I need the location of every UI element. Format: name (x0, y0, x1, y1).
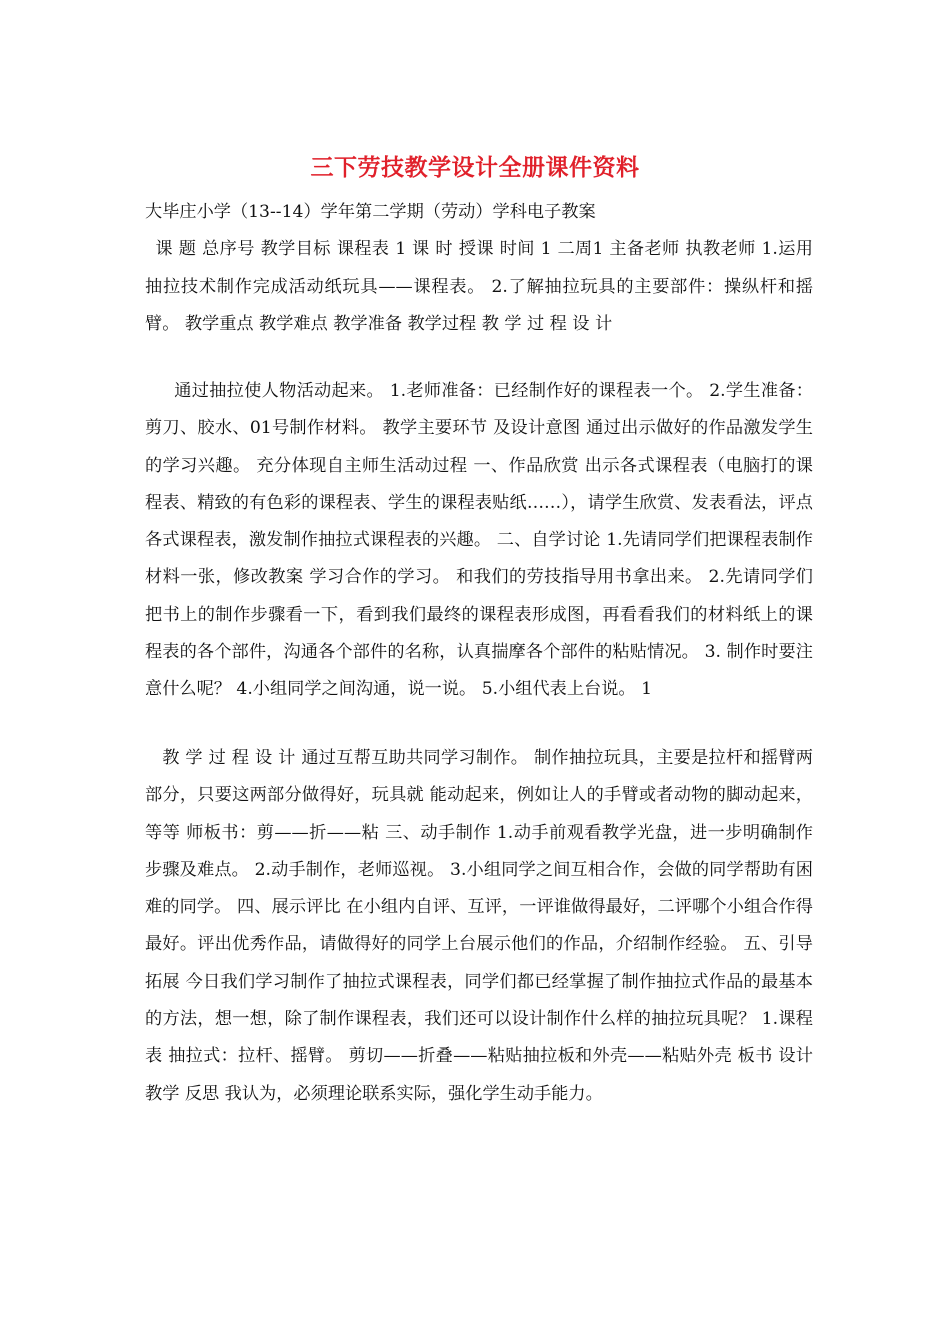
document-title: 三下劳技教学设计全册课件资料 (310, 154, 640, 181)
teaching-process-paragraph-2: 教 学 过 程 设 计 通过互帮互助共同学习制作。 制作抽拉玩具，主要是拉杆和摇臂两部分，只要这两部分做得好，玩具就 能动起来，例如让人的手臂或者动物的脚动起来，等等 师板书：剪——折——粘 三、动手制作 1.动手前观看教学光盘，进一步明确制作步骤及难点。 2.动手制作，老师巡视。 3.小组同学之间互相合作，会做的同学帮助有困难的同学。 四、展示评比 在小组内自评、互评，一评谁做得最好，二评哪个小组合作得最好。评出优秀作品，请做得好的同学上台展示他们的作品，介绍制作经验。 五、引导拓展 今日我们学习制作了抽拉式课程表，同学们都已经掌握了制作抽拉式作品的最基本的方法，想一想，除了制作课程表，我们还可以设计制作什么样的抽拉玩具呢？ 1.课程表 抽拉式：拉杆、摇臂。 剪切——折叠——粘贴抽拉板和外壳——粘贴外壳 板书 设计 教学 反思 我认为，必须理论联系实际，强化学生动手能力。 (145, 748, 813, 1104)
teaching-process-paragraph-1: 通过抽拉使人物活动起来。 1.老师准备：已经制作好的课程表一个。 2.学生准备：剪刀、胶水、01号制作材料。 教学主要环节 及设计意图 通过出示做好的作品激发学生的学习兴趣。 充分体现自主师生活动过程 一、作品欣赏 出示各式课程表（电脑打的课程表、精致的有色彩的课程表、学生的课程表贴纸……），请学生欣赏、发表看法，评点各式课程表，激发制作抽拉式课程表的兴趣。 二、自学讨论 1.先请同学们把课程表制作材料一张，修改教案 学习合作的学习。 和我们的劳技指导用书拿出来。 2.先请同学们把书上的制作步骤看一下，看到我们最终的课程表形成图，再看看我们的材料纸上的课程表的各个部件，沟通各个部件的名称，认真揣摩各个部件的粘贴情况。 3. 制作时要注意什么呢？ 4.小组同学之间沟通，说一说。 5.小组代表上台说。 1 (145, 381, 813, 700)
school-subtitle: 大毕庄小学（13--14）学年第二学期（劳动）学科电子教案 (145, 202, 596, 222)
lesson-overview-paragraph: 课 题 总序号 教学目标 课程表 1 课 时 授课 时间 1 二周1 主备老师 执教老师 1.运用抽拉技术制作完成活动纸玩具——课程表。 2.了解抽拉玩具的主要部件：操纵杆和摇臂。 教学重点 教学难点 教学准备 教学过程 教 学 过 程 设 计 (145, 239, 813, 334)
lesson-header-block (145, 194, 813, 343)
